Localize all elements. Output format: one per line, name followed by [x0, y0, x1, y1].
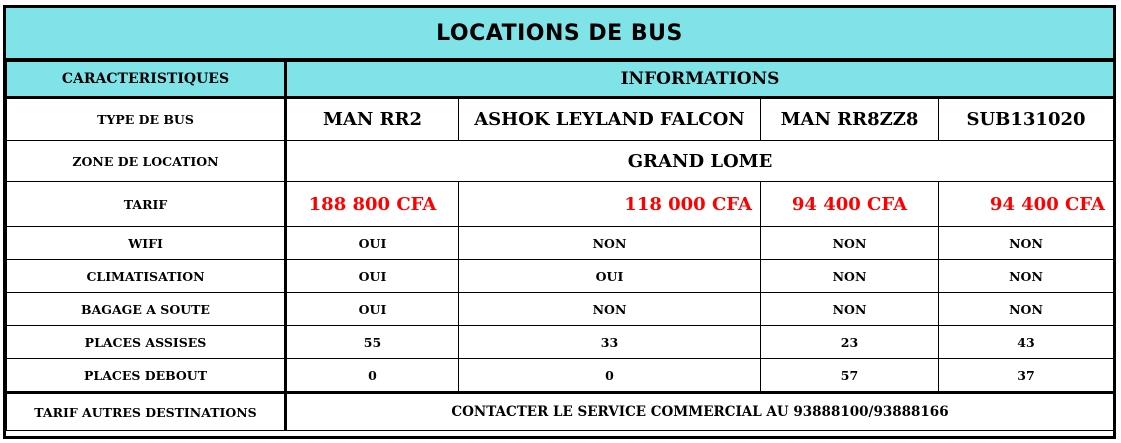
footer-row	[7, 393, 1114, 431]
value-cell: 0	[286, 359, 459, 393]
value-cell: 33	[459, 326, 761, 359]
price-cell: 94 400 CFA	[939, 182, 1114, 227]
table-row-climatisation	[7, 260, 1114, 293]
table-row-wifi	[7, 227, 1114, 260]
value-cell: 43	[939, 326, 1114, 359]
footer-label: TARIF AUTRES DESTINATIONS	[7, 393, 286, 431]
bus-rental-table	[6, 61, 1114, 431]
page-title: LOCATIONS DE BUS	[6, 8, 1113, 61]
price-cell: 188 800 CFA	[286, 182, 459, 227]
row-label: PLACES ASSISES	[7, 326, 286, 359]
value-cell: NON	[939, 293, 1114, 326]
zone-cell: GRAND LOME	[286, 141, 1114, 182]
footer-contact: CONTACTER LE SERVICE COMMERCIAL AU 93888100/93888166	[286, 393, 1114, 431]
price-cell: 94 400 CFA	[761, 182, 939, 227]
table-row-places-debout	[7, 359, 1114, 393]
bus-rental-sheet	[3, 5, 1116, 439]
value-cell: NON	[459, 293, 761, 326]
value-cell: 0	[459, 359, 761, 393]
value-cell: OUI	[286, 227, 459, 260]
value-cell: 37	[939, 359, 1114, 393]
row-label: ZONE DE LOCATION	[7, 141, 286, 182]
value-cell: NON	[939, 260, 1114, 293]
bus-type-cell: MAN RR8ZZ8	[761, 98, 939, 141]
price-cell: 118 000 CFA	[459, 182, 761, 227]
value-cell: OUI	[286, 260, 459, 293]
value-cell: NON	[761, 260, 939, 293]
value-cell: NON	[939, 227, 1114, 260]
value-cell: NON	[459, 227, 761, 260]
row-label: CLIMATISATION	[7, 260, 286, 293]
bus-type-cell: MAN RR2	[286, 98, 459, 141]
bus-type-cell: SUB131020	[939, 98, 1114, 141]
header-caracteristiques: CARACTERISTIQUES	[7, 62, 286, 98]
row-label: TARIF	[7, 182, 286, 227]
value-cell: OUI	[286, 293, 459, 326]
row-label: BAGAGE A SOUTE	[7, 293, 286, 326]
value-cell: NON	[761, 227, 939, 260]
value-cell: 55	[286, 326, 459, 359]
value-cell: 23	[761, 326, 939, 359]
table-row-zone	[7, 141, 1114, 182]
table-row-places-assises	[7, 326, 1114, 359]
bus-type-cell: ASHOK LEYLAND FALCON	[459, 98, 761, 141]
row-label: WIFI	[7, 227, 286, 260]
header-informations: INFORMATIONS	[286, 62, 1114, 98]
row-label: PLACES DEBOUT	[7, 359, 286, 393]
value-cell: 57	[761, 359, 939, 393]
table-row-tarif	[7, 182, 1114, 227]
value-cell: NON	[761, 293, 939, 326]
header-row	[7, 62, 1114, 98]
table-row-type	[7, 98, 1114, 141]
value-cell: OUI	[459, 260, 761, 293]
table-row-bagage	[7, 293, 1114, 326]
row-label: TYPE DE BUS	[7, 98, 286, 141]
